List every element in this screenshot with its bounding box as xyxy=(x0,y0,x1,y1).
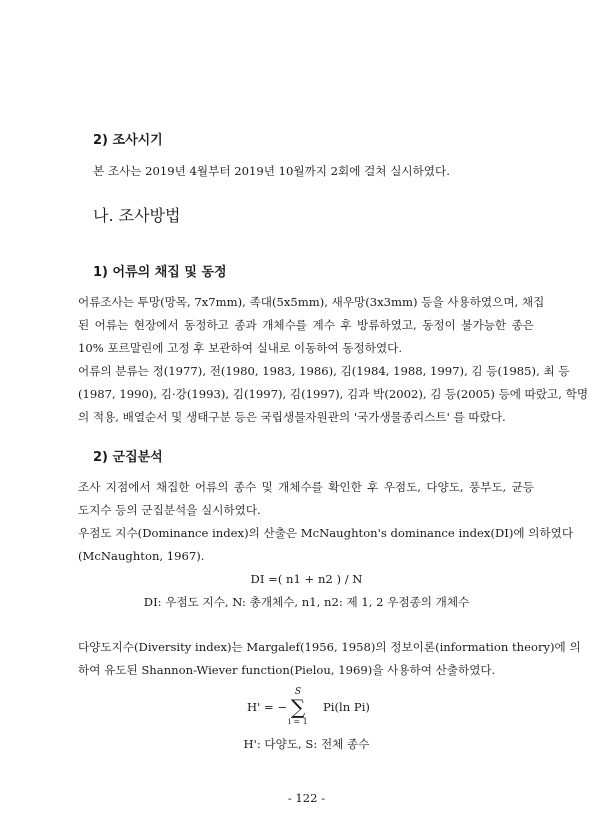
summation-lower-limit: i = 1 xyxy=(288,717,308,726)
paragraph-line: (McNaughton, 1967). xyxy=(78,549,205,563)
paragraph-line: (1987, 1990), 김·강(1993), 김(1997), 김(1997), 김과 박(2002), 김 등(2005) 등에 따랐고, 학명 xyxy=(78,387,589,401)
section-heading-methods: 나. 조사방법 xyxy=(93,206,181,225)
paragraph-line: 도지수 등의 군집분석을 실시하였다. xyxy=(78,503,261,517)
formula-dominance-index: DI =( n1 + n2 ) / N xyxy=(250,572,363,586)
section-heading-fish-collection: 1) 어류의 채집 및 동정 xyxy=(93,265,227,280)
formula-diversity-note: H': 다양도, S: 전체 종수 xyxy=(243,737,370,751)
formula-diversity-rhs: Pi(ln Pi) xyxy=(323,700,370,714)
formula-diversity-lhs: H' = − xyxy=(247,700,288,714)
summation-sign: ∑ xyxy=(290,695,306,719)
section-heading-survey-period: 2) 조사시기 xyxy=(93,133,163,148)
paragraph-line: 다양도지수(Diversity index)는 Margalef(1956, 1958)의 정보이론(information theory)에 의 xyxy=(78,640,581,654)
page-number: - 122 - xyxy=(287,791,326,805)
paragraph-line: 우점도 지수(Dominance index)의 산출은 McNaughton's dominance index(DI)에 의하였다 xyxy=(78,526,574,540)
paragraph-line: 의 적용, 배열순서 및 생태구분 등은 국립생물자원관의 '국가생물종리스트' 를 따랐다. xyxy=(78,410,506,424)
paragraph-line: 조사 지점에서 채집한 어류의 종수 및 개체수를 확인한 후 우점도, 다양도, 풍부도, 균등 xyxy=(78,480,534,494)
paragraph-line: 어류조사는 투망(망목, 7x7mm), 족대(5x5mm), 새우망(3x3mm) 등을 사용하였으며, 채집 xyxy=(78,295,545,309)
summation-symbol xyxy=(287,688,309,728)
section-heading-community-analysis: 2) 군집분석 xyxy=(93,450,163,465)
summation-upper-limit: S xyxy=(294,687,302,697)
paragraph-line: 10% 포르말린에 고정 후 보관하여 실내로 이동하여 동정하였다. xyxy=(78,341,403,355)
formula-dominance-index-note: DI: 우점도 지수, N: 총개체수, n1, n2: 제 1, 2 우점종의 개체수 xyxy=(143,595,470,609)
paragraph-line: 된 어류는 현장에서 동정하고 종과 개체수를 계수 후 방류하였고, 동정이 불가능한 종은 xyxy=(78,318,534,332)
survey-period-text: 본 조사는 2019년 4월부터 2019년 10월까지 2회에 걸쳐 실시하였다. xyxy=(93,164,450,178)
paragraph-line: 하여 유도된 Shannon-Wiever function(Pielou, 1969)을 사용하여 산출하였다. xyxy=(78,663,496,677)
paragraph-line: 어류의 분류는 정(1977), 전(1980, 1983, 1986), 김(1984, 1988, 1997), 김 등(1985), 최 등 xyxy=(78,364,570,378)
